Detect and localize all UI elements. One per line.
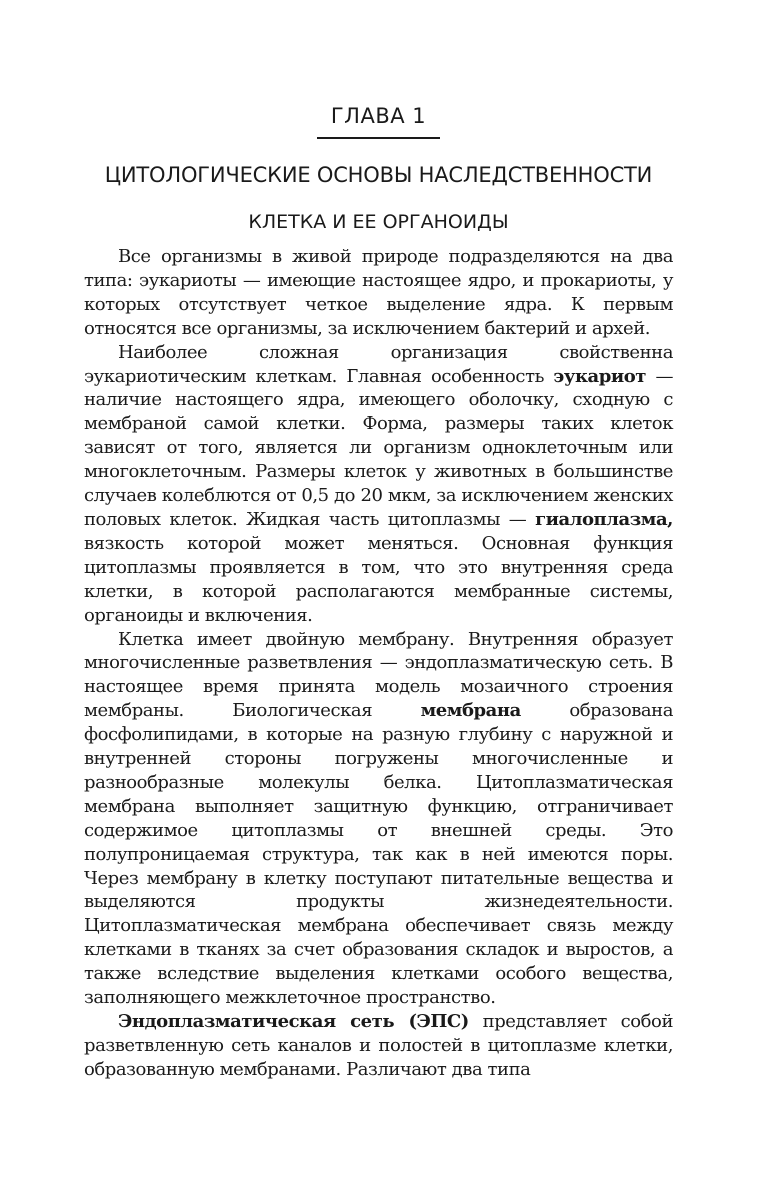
- book-page: [84, 100, 673, 1082]
- paragraph-3-text-c: образована фосфолипидами, в которые на разную глубину с наружной и внутренней стороны погружены многочисленные и разнообразные молекулы белка. Цитоплазматическая мембрана выполняет защитную функцию, отграничивает содержимое цитоплазмы от внешней среды. Это полупроницаемая структура, так как в ней имеются поры. Через мембрану в клетку поступают питательные вещества и выделяются продукты жизнедеятельности. Цитоплазматическая мембрана обеспечивает связь между клетками в тканях за счет образования складок и выростов, а также вследствие выделения клетками особого вещества, заполняющего межклеточное пространство.: [84, 700, 673, 1009]
- section-heading: КЛЕТКА И ЕЕ ОРГАНОИДЫ: [248, 211, 509, 233]
- chapter-title: ЦИТОЛОГИЧЕСКИЕ ОСНОВЫ НАСЛЕДСТВЕННОСТИ: [104, 163, 653, 187]
- paragraph-1: Все организмы в живой природе подразделяются на два типа: эукариоты — имеющие настоящее ядро, и прокариоты, у которых отсутствует четкое выделение ядра. К первым относятся все организмы, за исключением бактерий и архей.: [84, 246, 673, 339]
- paragraph-2-text-a: Наиболее сложная организация свойственна эукариотическим клеткам. Главная особенность: [84, 341, 673, 387]
- term-er: Эндоплазматическая сеть (ЭПС): [118, 1011, 469, 1032]
- paragraph-2-text-d: вязкость которой может меняться. Основная функция цитоплазмы проявляется в том, что это внутренняя среда клетки, в которой располагаются мембранные системы, органоиды и включения.: [84, 532, 673, 626]
- term-eukaryotes: эукариот: [553, 365, 647, 387]
- term-membrane: мембрана: [420, 700, 521, 722]
- term-hyaloplasm: гиалоплазма,: [535, 508, 673, 530]
- paragraph-4: [84, 1010, 673, 1082]
- paragraph-2-text-c: — наличие настоящего ядра, имеющего оболочку, сходную с мембраной самой клетки. Форма, размеры таких клеток зависят от того, является ли организм одноклеточным или многоклеточным. Размеры клеток у животных в большинстве случаев колеблются от 0,5 до 20 мкм, за исключением женских половых клеток. Жидкая часть цитоплазмы —: [84, 365, 674, 530]
- paragraph-3-text-a: Клетка имеет двойную мембрану. Внутренняя образует многочисленные разветвления — эндоплазматическую сеть. В настоящее время принята модель мозаичного строения мембраны. Биологическая: [84, 628, 673, 722]
- chapter-heading: ГЛАВА 1: [317, 100, 440, 139]
- chapter-heading-wrap: [84, 100, 673, 140]
- paragraph-3: [84, 628, 673, 1011]
- paragraph-2: [84, 341, 673, 628]
- paragraph-4-text-c: представляет собой разветвленную сеть каналов и полостей в цитоплазме клетки, образованную мембранами. Различают два типа: [84, 1011, 673, 1080]
